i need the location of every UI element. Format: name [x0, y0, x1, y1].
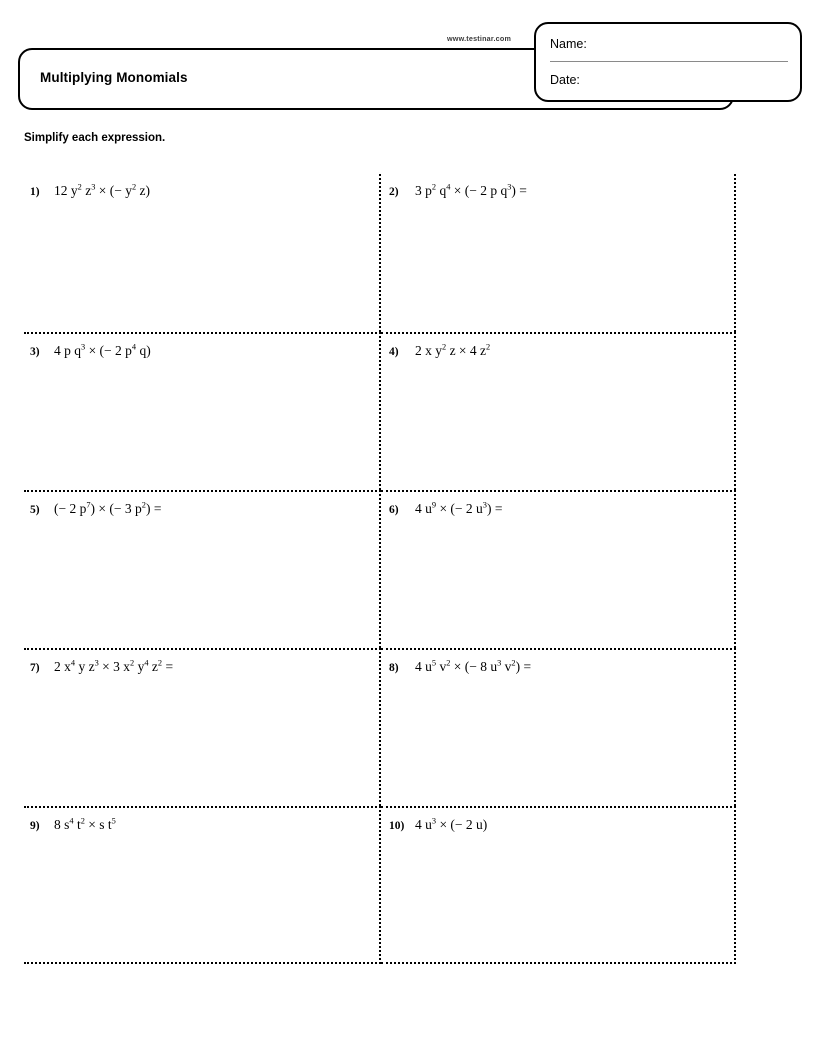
problem-expression: 2 $x^4$ y $z^3 \times 3$ $x^2$ $y^4$ $z^2$ = — [54, 658, 174, 674]
problem-expression: 2 x $y^2$ z × 4 $z^2$ — [415, 342, 491, 358]
instruction-text: Simplify each expression. — [24, 132, 166, 144]
problem-row — [24, 490, 736, 648]
problem-number: 9) — [30, 820, 40, 832]
problem-cell-8 — [381, 648, 736, 806]
problem-8 — [389, 659, 531, 675]
problem-4 — [389, 343, 490, 359]
problem-cell-9 — [24, 806, 381, 964]
problem-5 — [30, 501, 161, 517]
problem-3 — [30, 343, 151, 359]
problem-row — [24, 174, 736, 332]
problem-number: 3) — [30, 346, 40, 358]
problem-cell-7 — [24, 648, 381, 806]
problem-cell-6 — [381, 490, 736, 648]
problem-grid — [24, 174, 736, 964]
problem-expression: (− 2 $p^7$) × (− 3 $p^2$) = — [54, 500, 162, 516]
problem-number: 5) — [30, 504, 40, 516]
problem-number: 10) — [389, 820, 405, 832]
worksheet-header — [0, 0, 816, 120]
name-date-box — [534, 22, 802, 102]
problem-6 — [389, 501, 502, 517]
problem-1 — [30, 183, 150, 199]
problem-cell-2 — [381, 174, 736, 332]
page-title: Multiplying Monomials — [40, 70, 188, 85]
problem-7 — [30, 659, 173, 675]
problem-cell-3 — [24, 332, 381, 490]
problem-row — [24, 332, 736, 490]
problem-number: 8) — [389, 662, 399, 674]
problem-9 — [30, 817, 116, 833]
problem-expression: 4 p $q^3$ × (− 2 $p^4$ q) — [54, 342, 151, 358]
problem-expression: 4 $u^9$ × (− 2 $u^3$) = — [415, 500, 503, 516]
problem-row — [24, 648, 736, 806]
problem-expression: 3 $p^2$ $q^4$ × (− 2 p $q^3$) = — [415, 182, 527, 198]
problem-number: 7) — [30, 662, 40, 674]
problem-expression: 12 $y^2$ $z^3$ × (− $y^2$ z) — [54, 182, 151, 198]
problem-expression: 4 $u^5$ $v^2$ × (− 8 $u^3$ $v^2$) = — [415, 658, 532, 674]
problem-cell-5 — [24, 490, 381, 648]
problem-cell-4 — [381, 332, 736, 490]
problem-number: 2) — [389, 186, 399, 198]
problem-2 — [389, 183, 527, 199]
problem-cell-1 — [24, 174, 381, 332]
problem-row — [24, 806, 736, 964]
date-field-label: Date: — [550, 73, 580, 87]
site-url-watermark: www.testinar.com — [447, 34, 512, 43]
problem-cell-10 — [381, 806, 736, 964]
problem-number: 6) — [389, 504, 399, 516]
problem-10 — [389, 817, 487, 833]
name-date-divider — [550, 61, 788, 62]
name-field-label: Name: — [550, 37, 587, 51]
problem-expression: 4 $u^3$ × (− 2 u) — [415, 816, 488, 832]
problem-expression: 8 $s^4$ $t^2 \times s$ $t^5$ — [54, 816, 116, 832]
problem-number: 1) — [30, 186, 40, 198]
problem-number: 4) — [389, 346, 399, 358]
